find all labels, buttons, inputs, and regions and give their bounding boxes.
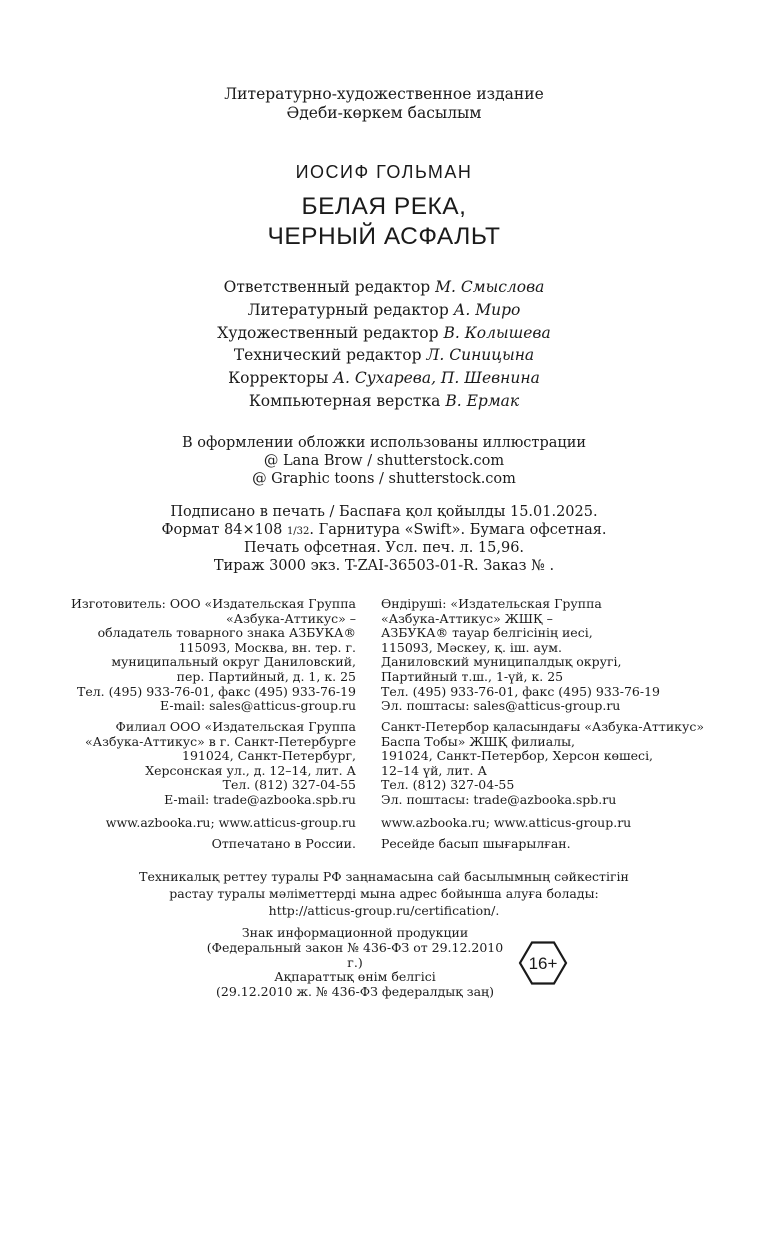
- cover-illustration-credits: [0, 434, 768, 488]
- websites-kz: www.azbooka.ru; www.atticus-group.ru: [381, 815, 632, 830]
- branch-ru: [60, 720, 356, 808]
- age-rating-text: 16+: [528, 954, 558, 973]
- credit-name: Л. Синицына: [426, 346, 535, 365]
- address-line: пер. Партийный, д. 1, к. 25: [176, 668, 356, 684]
- address-line: Партийный т.ш., 1-үй, к. 25: [381, 668, 564, 684]
- address-line: обладатель товарного знака АЗБУКА®: [97, 625, 356, 641]
- certification-line: Техникалық реттеу туралы РФ заңнамасына сай басылымның сәйкестігін: [139, 869, 629, 884]
- branch-kz: [381, 720, 711, 808]
- manufacturer-ru: [60, 597, 356, 714]
- credit-role: Технический редактор: [233, 346, 427, 365]
- sign-line: Ақпараттық өнім белгісі: [274, 969, 436, 985]
- address-line: «Азбука-Аттикус» в г. Санкт-Петербурге: [85, 733, 356, 749]
- book-title-line-1: БЕЛАЯ РЕКА,: [301, 193, 467, 220]
- address-line: Тел. (812) 327-04-55: [381, 777, 515, 793]
- address-line: 191024, Санкт-Петербор, Херсон көшесі,: [381, 748, 654, 764]
- email-line: Эл. поштасы: sales@atticus-group.ru: [381, 698, 621, 714]
- address-line: Даниловский муниципалдық округі,: [381, 654, 622, 670]
- address-line: Тел. (495) 933-76-01, факс (495) 933-76-19: [77, 683, 356, 699]
- credit-name: А. Миро: [453, 300, 521, 319]
- address-line: 191024, Санкт-Петербург,: [182, 748, 356, 764]
- address-line: Тел. (495) 933-76-01, факс (495) 933-76-19: [381, 683, 660, 699]
- print-run: Тираж 3000 экз. T-ZAI-36503-01-R. Заказ № .: [213, 557, 555, 574]
- illustration-credit: @ Lana Brow / shutterstock.com: [263, 453, 505, 469]
- address-line: Санкт-Петербор қаласындағы «Азбука-Аттикус»: [381, 719, 704, 734]
- credit-role: Корректоры: [228, 369, 334, 388]
- address-line: «Азбука-Аттикус» ЖШҚ –: [381, 610, 553, 626]
- address-line: 12–14 үй, лит. А: [381, 762, 487, 778]
- format-fraction: 1/32: [286, 525, 310, 537]
- credit-line: [0, 322, 768, 345]
- credit-line: [0, 299, 768, 322]
- credit-role: Компьютерная верстка: [248, 391, 446, 410]
- signed-date: Подписано в печать / Баспаға қол қойылды 15.01.2025.: [170, 504, 598, 520]
- address-line: Баспа Тобы» ЖШҚ филиалы,: [381, 733, 576, 749]
- address-line: 115093, Москва, вн. тер. г.: [178, 639, 356, 655]
- credit-name: А. Сухарева, П. Шевнина: [333, 369, 540, 388]
- address-line: муниципальный округ Даниловский,: [111, 654, 356, 670]
- age-rating-badge: [518, 941, 568, 985]
- email-line: Эл. поштасы: trade@azbooka.spb.ru: [381, 791, 617, 807]
- print-sheets: Печать офсетная. Усл. печ. л. 15,96.: [243, 540, 525, 556]
- printed-in-ru: Отпечатано в России.: [211, 836, 356, 851]
- edition-type-ru: Литературно-художественное издание: [224, 85, 544, 103]
- address-line: Херсонская ул., д. 12–14, лит. А: [145, 762, 356, 778]
- credit-name: В. Колышева: [443, 323, 551, 342]
- credit-name: В. Ермак: [445, 391, 520, 410]
- author-name: ИОСИФ ГОЛЬМАН: [295, 162, 473, 182]
- format-rest: . Гарнитура «Swift». Бумага офсетная.: [309, 521, 607, 538]
- address-line: Өндіруші: «Издательская Группа: [381, 596, 602, 611]
- manufacturer-kz: [381, 597, 711, 714]
- book-title: [0, 192, 768, 252]
- edition-type: [0, 85, 768, 123]
- illustration-note: В оформлении обложки использованы иллюстрации: [181, 435, 587, 451]
- credit-line: [0, 367, 768, 390]
- book-title-line-2: ЧЕРНЫЙ АСФАЛЬТ: [267, 223, 501, 250]
- address-line: Изготовитель: ООО «Издательская Группа: [70, 596, 356, 611]
- address-line: АЗБУКА® тауар белгісінің иесі,: [381, 625, 593, 641]
- format-label: Формат 84×108: [161, 521, 287, 538]
- printed-in-kz: Ресейде басып шығарылған.: [381, 836, 571, 851]
- information-product-sign: [200, 926, 510, 1000]
- email-line: E-mail: trade@azbooka.spb.ru: [164, 791, 356, 807]
- credit-name: М. Смыслова: [435, 278, 545, 296]
- address-line: «Азбука-Аттикус» –: [226, 610, 356, 626]
- credit-line: [0, 276, 768, 299]
- edition-type-kz: Әдеби-көркем басылым: [286, 104, 482, 122]
- address-line: Филиал ООО «Издательская Группа: [115, 719, 356, 734]
- certification-url: http://atticus-group.ru/certification/.: [268, 903, 500, 918]
- credit-line: [0, 390, 768, 413]
- illustration-credit: @ Graphic toons / shutterstock.com: [252, 471, 516, 487]
- editorial-credits: [0, 276, 768, 413]
- address-line: Тел. (812) 327-04-55: [222, 777, 356, 793]
- format-line: [0, 522, 768, 541]
- sign-line: (Федеральный закон № 436-ФЗ от 29.12.2010 г.): [206, 939, 504, 970]
- credit-role: Ответственный редактор: [223, 278, 436, 296]
- printing-details: [0, 504, 768, 575]
- websites-ru: www.azbooka.ru; www.atticus-group.ru: [105, 815, 356, 830]
- credit-role: Художественный редактор: [217, 323, 444, 342]
- credit-role: Литературный редактор: [247, 300, 454, 319]
- sign-line: (29.12.2010 ж. № 436-ФЗ федералдық заң): [216, 984, 494, 1000]
- sign-line: Знак информационной продукции: [241, 925, 469, 940]
- certification-note: [0, 868, 768, 919]
- credit-line: [0, 344, 768, 367]
- address-line: 115093, Мәскеу, қ. іш. аум.: [381, 639, 562, 655]
- email-line: E-mail: sales@atticus-group.ru: [160, 698, 356, 714]
- certification-line: растау туралы мәліметтерді мына адрес бойынша алуға болады:: [169, 886, 599, 901]
